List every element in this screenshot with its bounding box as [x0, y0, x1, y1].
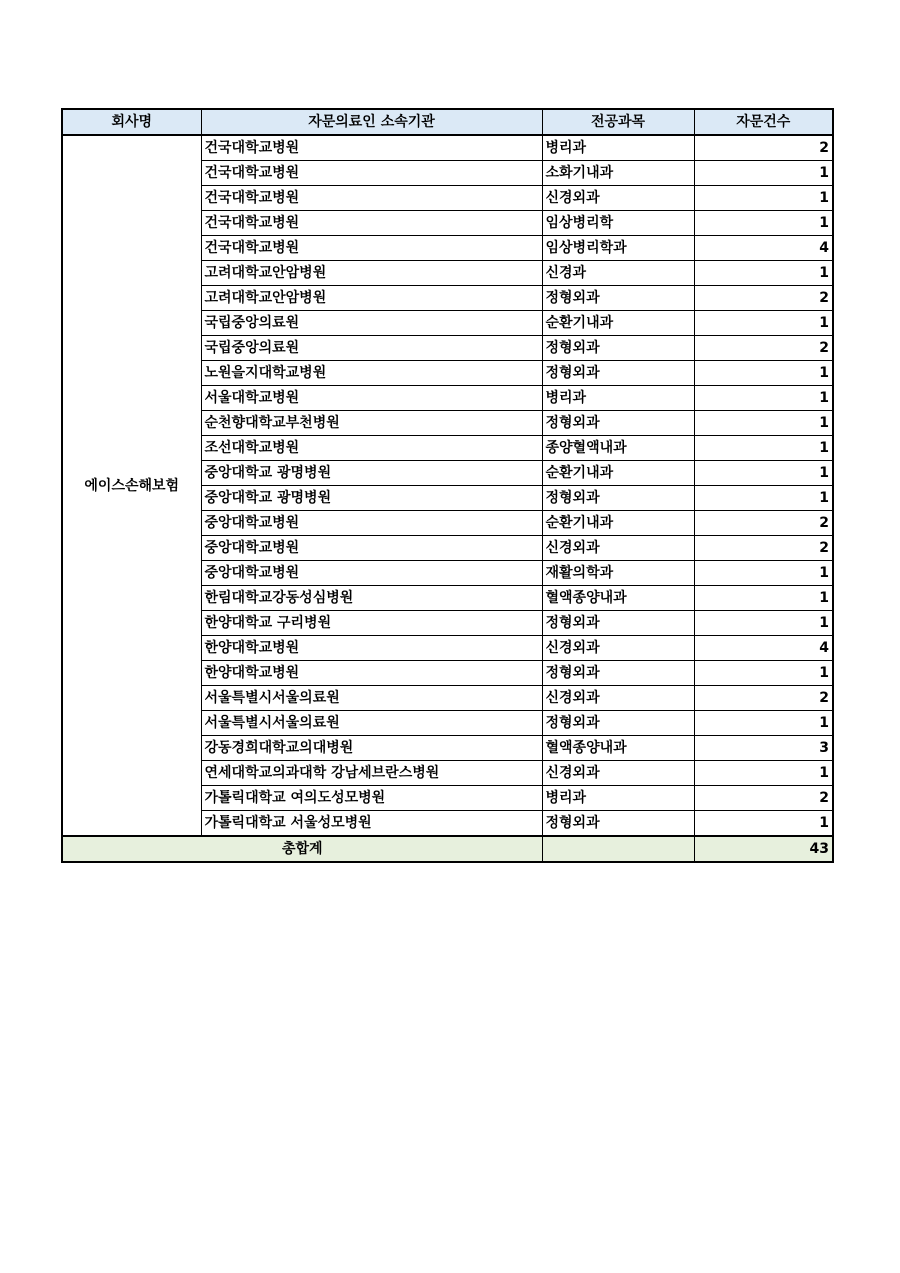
dept-cell: 신경외과 [542, 186, 694, 211]
count-cell: 1 [694, 611, 833, 636]
total-label: 총합계 [62, 836, 542, 862]
header-count: 자문건수 [694, 109, 833, 135]
total-dept-cell [542, 836, 694, 862]
dept-cell: 혈액종양내과 [542, 586, 694, 611]
header-dept: 전공과목 [542, 109, 694, 135]
count-cell: 1 [694, 411, 833, 436]
consultation-table [61, 108, 834, 863]
org-cell: 한양대학교 구리병원 [201, 611, 542, 636]
org-cell: 건국대학교병원 [201, 186, 542, 211]
dept-cell: 순환기내과 [542, 311, 694, 336]
dept-cell: 병리과 [542, 135, 694, 161]
total-count: 43 [694, 836, 833, 862]
table-body [62, 135, 833, 862]
org-cell: 연세대학교의과대학 강남세브란스병원 [201, 761, 542, 786]
org-cell: 국립중앙의료원 [201, 311, 542, 336]
dept-cell: 신경외과 [542, 536, 694, 561]
org-cell: 한양대학교병원 [201, 636, 542, 661]
org-cell: 건국대학교병원 [201, 135, 542, 161]
dept-cell: 혈액종양내과 [542, 736, 694, 761]
dept-cell: 정형외과 [542, 711, 694, 736]
count-cell: 1 [694, 186, 833, 211]
count-cell: 2 [694, 135, 833, 161]
dept-cell: 정형외과 [542, 361, 694, 386]
dept-cell: 정형외과 [542, 811, 694, 837]
dept-cell: 재활의학과 [542, 561, 694, 586]
count-cell: 1 [694, 486, 833, 511]
count-cell: 1 [694, 661, 833, 686]
org-cell: 한림대학교강동성심병원 [201, 586, 542, 611]
dept-cell: 정형외과 [542, 486, 694, 511]
dept-cell: 정형외과 [542, 411, 694, 436]
org-cell: 중앙대학교 광명병원 [201, 461, 542, 486]
count-cell: 1 [694, 711, 833, 736]
org-cell: 가톨릭대학교 서울성모병원 [201, 811, 542, 837]
org-cell: 건국대학교병원 [201, 236, 542, 261]
count-cell: 1 [694, 761, 833, 786]
dept-cell: 정형외과 [542, 286, 694, 311]
org-cell: 중앙대학교 광명병원 [201, 486, 542, 511]
count-cell: 1 [694, 361, 833, 386]
header-company: 회사명 [62, 109, 201, 135]
count-cell: 1 [694, 461, 833, 486]
org-cell: 서울특별시서울의료원 [201, 711, 542, 736]
dept-cell: 정형외과 [542, 611, 694, 636]
org-cell: 서울특별시서울의료원 [201, 686, 542, 711]
org-cell: 서울대학교병원 [201, 386, 542, 411]
dept-cell: 신경과 [542, 261, 694, 286]
count-cell: 2 [694, 786, 833, 811]
org-cell: 건국대학교병원 [201, 161, 542, 186]
dept-cell: 임상병리학 [542, 211, 694, 236]
count-cell: 1 [694, 311, 833, 336]
count-cell: 3 [694, 736, 833, 761]
org-cell: 강동경희대학교의대병원 [201, 736, 542, 761]
company-cell: 에이스손해보험 [62, 135, 201, 836]
consultation-report-sheet [61, 108, 834, 863]
count-cell: 1 [694, 561, 833, 586]
org-cell: 고려대학교안암병원 [201, 261, 542, 286]
count-cell: 2 [694, 511, 833, 536]
dept-cell: 순환기내과 [542, 461, 694, 486]
org-cell: 가톨릭대학교 여의도성모병원 [201, 786, 542, 811]
org-cell: 중앙대학교병원 [201, 511, 542, 536]
count-cell: 1 [694, 436, 833, 461]
total-row [62, 836, 833, 862]
header-org: 자문의료인 소속기관 [201, 109, 542, 135]
count-cell: 4 [694, 636, 833, 661]
count-cell: 1 [694, 211, 833, 236]
dept-cell: 신경외과 [542, 761, 694, 786]
dept-cell: 소화기내과 [542, 161, 694, 186]
table-row [62, 135, 833, 161]
count-cell: 1 [694, 261, 833, 286]
org-cell: 조선대학교병원 [201, 436, 542, 461]
count-cell: 2 [694, 286, 833, 311]
dept-cell: 순환기내과 [542, 511, 694, 536]
count-cell: 4 [694, 236, 833, 261]
count-cell: 2 [694, 336, 833, 361]
dept-cell: 정형외과 [542, 336, 694, 361]
count-cell: 1 [694, 386, 833, 411]
org-cell: 중앙대학교병원 [201, 561, 542, 586]
org-cell: 국립중앙의료원 [201, 336, 542, 361]
count-cell: 1 [694, 811, 833, 837]
org-cell: 한양대학교병원 [201, 661, 542, 686]
org-cell: 순천향대학교부천병원 [201, 411, 542, 436]
count-cell: 2 [694, 686, 833, 711]
org-cell: 중앙대학교병원 [201, 536, 542, 561]
count-cell: 1 [694, 586, 833, 611]
dept-cell: 신경외과 [542, 636, 694, 661]
count-cell: 1 [694, 161, 833, 186]
count-cell: 2 [694, 536, 833, 561]
org-cell: 고려대학교안암병원 [201, 286, 542, 311]
dept-cell: 종양혈액내과 [542, 436, 694, 461]
org-cell: 노원을지대학교병원 [201, 361, 542, 386]
dept-cell: 임상병리학과 [542, 236, 694, 261]
header-row [62, 109, 833, 135]
dept-cell: 병리과 [542, 786, 694, 811]
dept-cell: 신경외과 [542, 686, 694, 711]
org-cell: 건국대학교병원 [201, 211, 542, 236]
dept-cell: 정형외과 [542, 661, 694, 686]
dept-cell: 병리과 [542, 386, 694, 411]
